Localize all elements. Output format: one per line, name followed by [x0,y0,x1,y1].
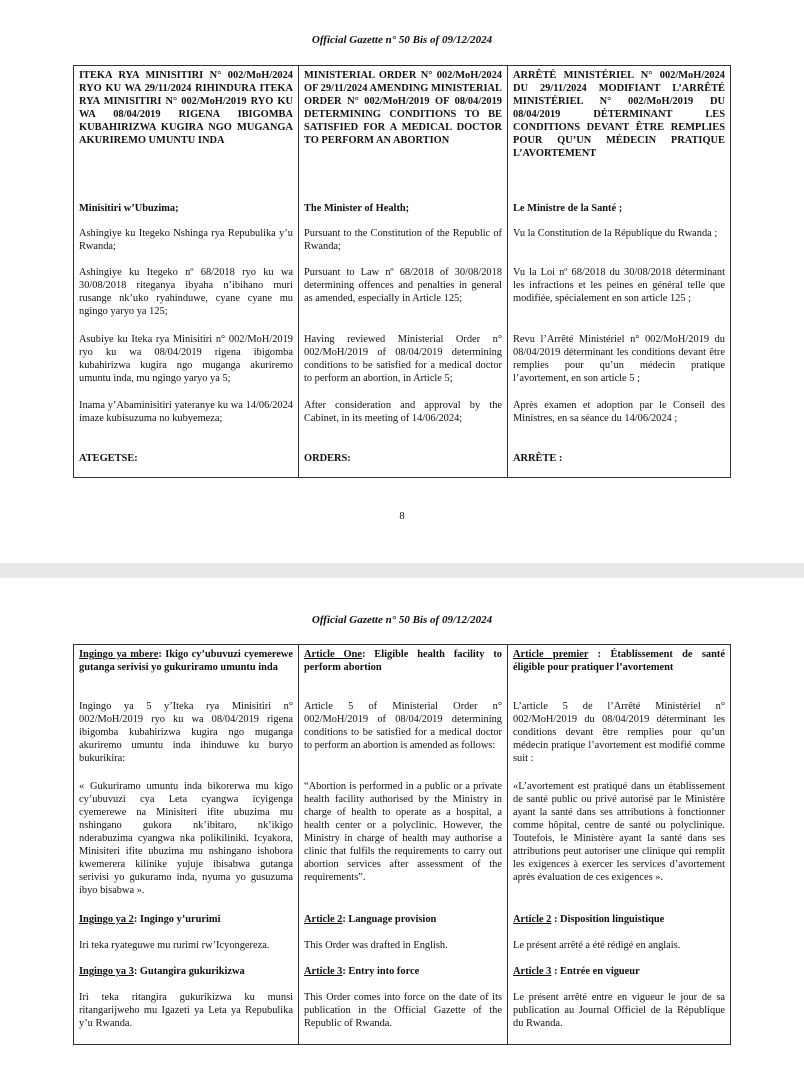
minister-line: Minisitiri w’Ubuzima; [79,203,179,214]
order-title: ITEKA RYA MINISITIRI N° 002/MoH/2024 RYO KU WA 29/11/2024 RIHINDURA ITEKA RYA MINISITIRI N° 002/MoH/2019 RYO KU WA 08/04/2019 RIGENA IBIGOMBA KUBAHIRIZWA KUGIRA NGO MUGANGA AKURIREMO UMUNTU INDA [79,70,293,146]
preamble-law: Vu la Loi nº 68/2018 du 30/08/2018 déterminant les infractions et les peines en général telle que modifiée, spécialement en son article 125 ; [513,267,725,304]
article-3-heading [513,965,725,978]
column-kinyarwanda [74,66,299,477]
article-1-heading [79,648,293,674]
article-title: : Gutangira gukurikizwa [133,966,245,977]
article-1-heading [304,648,502,674]
column-english [299,66,508,477]
order-title: MINISTERIAL ORDER N° 002/MoH/2024 OF 29/11/2024 AMENDING MINISTERIAL ORDER N° 002/MoH/2019 OF 08/04/2019 DETERMINING CONDITIONS TO BE SATISFIED FOR A MEDICAL DOCTOR TO PERFORM AN ABORTION [304,70,502,146]
article-title: : Établissement de santé éligible pour pratiquer l’avortement [513,649,725,673]
minister-line: Le Ministre de la Santé ; [513,203,623,214]
preamble-cabinet: Inama y’Abaminisitiri yateranye ku wa 14/06/2024 imaze kubisuzuma no kubyemeza; [79,400,293,424]
article-2-text: Iri teka ryateguwe mu rurimi rw’Icyongereza. [79,940,270,951]
article-1-heading [513,648,725,674]
gazette-header: Official Gazette n° 50 Bis of 09/12/2024 [311,614,493,626]
trilingual-table-articles [73,644,731,1045]
preamble-cabinet: After consideration and approval by the Cabinet, in its meeting of 14/06/2024; [304,400,502,424]
article-1-intro: Article 5 of Ministerial Order n° 002/MoH/2019 of 08/04/2019 determining conditions to be satisfied for a medical doctor to perform an abortion is amended as follows: [304,701,502,751]
article-title: : Entry into force [342,966,420,977]
article-label: Ingingo ya mbere [79,649,159,660]
article-title: : Disposition linguistique [551,914,665,925]
article-1-text: « Gukuriramo umuntu inda bikorerwa mu kigo cy’ubuvuzi cya Leta cyangwa icyigenga cyemerewe na Minisiteri ifite ubuzima mu nshingano gukora nk’ibitaro, nk’ikigo nderabuzima cyangwa nka polikiliniki. Icyakora, Minisiteri ifite ubuzima mu nshingano ishobora kwemerera kilinike yujuje ibisabwa gutanga serivisi yo gukuramo inda, nyuma yo gusuzuma ibyo bisabwa ». [79,781,293,896]
minister-line: The Minister of Health; [304,203,410,214]
article-1-intro: Ingingo ya 5 y’Iteka rya Minisitiri n° 002/MoH/2019 ryo ku wa 08/04/2019 rigena ibigomba kubahirizwa kugira ngo muganga akuriremo umuntu inda ihinduwe ku buryo bukurikira: [79,701,293,764]
column-english [299,645,508,1044]
enacting-word: ARRÊTE : [513,453,563,464]
article-label: Article 2 [513,914,552,925]
article-label: Article 3 [304,966,343,977]
preamble-reviewed-order: Revu l’Arrêté Ministériel n° 002/MoH/2019 du 08/04/2019 déterminant les conditions devant être remplies pour qu’un médecin pratique l’avortement, en son article 5 ; [513,334,725,384]
enacting-word: ORDERS: [304,453,351,464]
article-title: : Language provision [342,914,437,925]
trilingual-table-preamble [73,65,731,478]
article-2-heading [304,913,502,926]
article-3-text: Le présent arrêté entre en vigueur le jour de sa publication au Journal Officiel de la République du Rwanda. [513,992,725,1029]
preamble-cabinet: Après examen et adoption par le Conseil des Ministres, en sa séance du 14/06/2024 ; [513,400,725,424]
column-kinyarwanda [74,645,299,1044]
article-label: Ingingo ya 2 [79,914,134,925]
gazette-page-9 [0,578,804,1080]
order-title: ARRÊTÉ MINISTÉRIEL N° 002/MoH/2024 DU 29/11/2024 MODIFIANT L’ARRÊTÉ MINISTÉRIEL N° 002/MoH/2019 DU 08/04/2019 DÉTERMINANT LES CONDITIONS DEVANT ÊTRE REMPLIES POUR QU’UN MÉDECIN PRATIQUE L’AVORTEMENT [513,70,725,159]
article-2-text: This Order was drafted in English. [304,940,448,951]
article-2-text: Le présent arrêté a été rédigé en anglais. [513,940,681,951]
article-3-text: This Order comes into force on the date of its publication in the Official Gazette of the Republic of Rwanda. [304,992,502,1029]
article-2-heading [513,913,725,926]
article-3-heading [304,965,502,978]
article-label: Article premier [513,649,589,660]
article-label: Article 3 [513,966,552,977]
preamble-reviewed-order: Asubiye ku Iteka rya Minisitiri n° 002/MoH/2019 ryo ku wa 08/04/2019 rigena ibigomba kubahirizwa kugira ngo muganga akuriremo umuntu inda, mu ngingo yaryo ya 5; [79,334,293,384]
preamble-constitution: Ashingiye ku Itegeko Nshinga rya Repubulika y’u Rwanda; [79,228,293,252]
enacting-word: ATEGETSE: [79,453,138,464]
article-label: Ingingo ya 3 [79,966,134,977]
preamble-constitution: Pursuant to the Constitution of the Republic of Rwanda; [304,228,502,252]
article-label: Article 2 [304,914,343,925]
article-title: : Ikigo cy’ubuvuzi cyemerewe gutanga serivisi yo gukuriramo umuntu inda [79,649,293,673]
article-1-intro: L’article 5 de l’Arrêté Ministériel n° 002/MoH/2019 du 08/04/2019 déterminant les conditions devant être remplies pour qu’un médecin pratique l’avortement est modifié comme suit : [513,701,725,764]
column-french [508,66,730,477]
article-1-text: “Abortion is performed in a public or a private health facility authorised by the Ministry in charge of health to operate as a hospital, a health center or a polyclinic. However, the Ministry in charge of health may authorise a clinic that fulfils the requirements to carry out abortion services after assessment of the requirements”. [304,781,502,883]
article-1-text: «L’avortement est pratiqué dans un établissement de santé public ou privé autorisé par le Ministère ayant la santé dans ses attributions à fonctionner comme hôpital, centre de santé ou polyclinique. Toutefois, le Ministère ayant la santé dans ses attributions peut autoriser une clinique qui remplit les exigences à exercer les services d’avortement après évaluation de ces exigences ». [513,781,725,883]
preamble-law: Ashingiye ku Itegeko nº 68/2018 ryo ku wa 30/08/2018 riteganya ibyaha n’ibihano muri rusange nk’uko ryahinduwe, cyane cyane mu ngingo yaryo ya 125; [79,267,293,317]
article-title: : Ingingo y’ururimi [133,914,221,925]
article-title: : Eligible health facility to perform abortion [304,649,502,673]
article-3-heading [79,965,293,978]
preamble-law: Pursuant to Law nº 68/2018 of 30/08/2018 determining offences and penalties in general as amended, especially in Article 125; [304,267,502,304]
article-3-text: Iri teka ritangira gukurikizwa ku munsi ritangarijweho mu Igazeti ya Leta ya Repubulika y’u Rwanda. [79,992,293,1029]
page-number: 8 [399,511,405,522]
article-2-heading [79,913,293,926]
article-title: : Entrée en vigueur [551,966,640,977]
preamble-constitution: Vu la Constitution de la République du Rwanda ; [513,228,718,239]
column-french [508,645,730,1044]
gazette-header: Official Gazette n° 50 Bis of 09/12/2024 [311,34,493,46]
preamble-reviewed-order: Having reviewed Ministerial Order n° 002/MoH/2019 of 08/04/2019 determining conditions to be satisfied for a medical doctor to perform an abortion, in Article 5; [304,334,502,384]
article-label: Article One [304,649,362,660]
